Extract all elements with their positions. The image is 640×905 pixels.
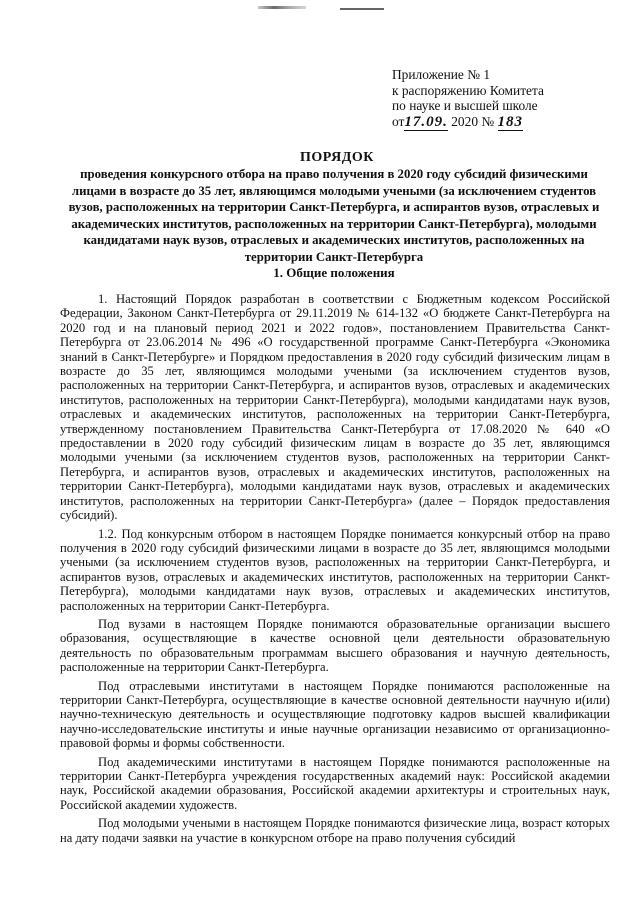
handwritten-number: 183 <box>497 113 523 130</box>
appendix-block <box>392 67 612 130</box>
paragraph: Под вузами в настоящем Порядке понимаются образовательные организации высшего образования, осуществляющие в качестве основной цели деятельности образовательную деятельность по образовательным программам высшего образования и научную деятельность, расположенные на территории Санкт-Петербурга. <box>60 616 610 675</box>
scan-artifact <box>258 6 306 9</box>
year-label: 2020 № <box>451 113 495 129</box>
paragraph: Под молодыми учеными в настоящем Порядке понимаются физические лица, возраст которых на дату подачи заявки на участие в конкурсном отборе на право получения субсидий <box>60 816 610 845</box>
document-subtitle: проведения конкурсного отбора на право получения в 2020 году субсидий физическими лицами в возрасте до 35 лет, являющимся молодыми учеными (за исключением студентов вузов, расположенных на территории Санкт-Петербурга, и аспирантов вузов, отраслевых и академических институтов, расположенных на территории Санкт-Петербурга), молодыми кандидатами наук вузов, отраслевых и академических институтов, расположенных на территории Санкт-Петербурга <box>68 167 600 264</box>
appendix-line-2: к распоряжению Комитета <box>392 82 544 98</box>
handwritten-date: 17.09. <box>404 113 448 130</box>
date-prefix: от <box>392 113 405 129</box>
scan-artifact <box>340 8 384 10</box>
document-title: ПОРЯДОК <box>300 150 374 165</box>
paragraph: 1. Настоящий Порядок разработан в соответствии с Бюджетным кодексом Российской Федерации, Законом Санкт-Петербурга от 29.11.2019 № 614-132 «О бюджете Санкт-Петербурга на 2020 год и на плановый период 2021 и 2022 годов», постановлением Правительства Санкт-Петербурга от 23.06.2014 № 496 «О государственной программе Санкт-Петербурга «Экономика знаний в Санкт-Петербурге» и Порядком предоставления в 2020 году субсидий физическим лицам в возрасте до 35 лет, являющимся молодыми учеными (за исключением студентов вузов, расположенных на территории Санкт-Петербурга, и аспирантов вузов, отраслевых и академических институтов, расположенных на территории Санкт-Петербурга), молодыми кандидатами наук вузов, отраслевых и академических институтов, расположенных на территории Санкт-Петербурга, утвержденному постановлением Правительства Санкт-Петербурга от 17.08.2020 № 640 «О предоставлении в 2020 году субсидий физическим лицам в возрасте до 35 лет, являющимся молодыми учеными (за исключением студентов вузов, расположенных на территории Санкт-Петербурга, и аспирантов вузов, отраслевых и академических институтов, расположенных на территории Санкт-Петербурга), молодыми кандидатами наук вузов, отраслевых и академических институтов, расположенных на территории Санкт-Петербурга» (далее – Порядок предоставления субсидий). <box>60 292 610 523</box>
appendix-line-1: Приложение № 1 <box>392 67 491 82</box>
paragraph: Под академическими институтами в настоящем Порядке понимаются расположенные на территории Санкт-Петербурга учреждения государственных академий наук: Российской академии наук, Российской академии образования, Российской академии архитектуры и строительных наук, Российской академии художеств. <box>60 754 610 812</box>
appendix-line-3: по науке и высшей школе <box>392 98 538 113</box>
appendix-date-line <box>392 114 612 131</box>
paragraph: 1.2. Под конкурсным отбором в настоящем Порядке понимается конкурсный отбор на право получения в 2020 году субсидий физическими лицами в возрасте до 35 лет, являющимся молодыми учеными (за исключением студентов вузов, расположенных на территории Санкт-Петербурга, и аспирантов вузов, отраслевых и академических институтов, расположенных на территории Санкт-Петербурга), молодыми кандидатами наук вузов, отраслевых и академических институтов, расположенных на территории Санкт-Петербурга. <box>60 526 610 613</box>
paragraph: Под отраслевыми институтами в настоящем Порядке понимаются расположенные на территории Санкт-Петербурга, осуществляющие в качестве основной деятельности научную и(или) научно-техническую деятельность и осуществляющие подготовку кадров высшей квалификации научно-исследовательские институты и иные научные организации независимо от организационно-правовой формы и формы собственности. <box>60 678 610 751</box>
document-body <box>60 292 610 849</box>
section-heading: 1. Общие положения <box>273 265 395 280</box>
